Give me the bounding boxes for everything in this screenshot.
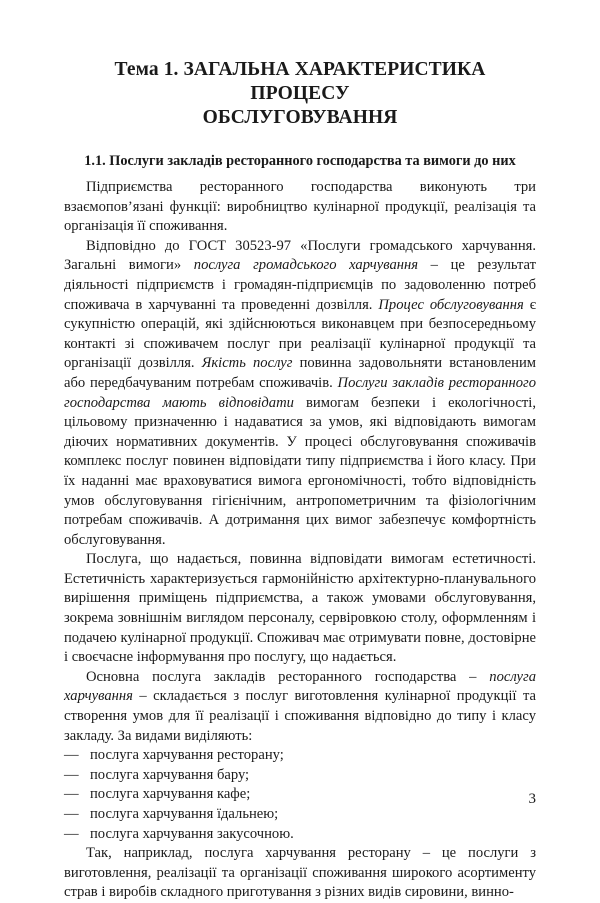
list-dash: — xyxy=(64,825,79,842)
paragraph-2 xyxy=(64,237,536,551)
paragraph-2-text-5: вимогам безпеки і екологічності, цільовому призначенню і надаватися за умов, які відповідають вимогам діючих нормативних документів. У процесі обслуговування споживачів комплекс послуг повинен відповідати типу підприємства і його класу. При їх наданні має враховуватися вимога ергономічності, тобто відповідність умов обслуговування гігієнічним, антропометричним та фізіологічним потребам споживачів. А дотримання цих вимог забезпечує комфортність обслуговування. xyxy=(64,394,536,548)
paragraph-4-text-1: Основна послуга закладів ресторанного господарства – xyxy=(86,668,490,685)
paragraph-1: Підприємства ресторанного господарства виконують три взаємопов’язані функції: виробництво кулінарної продукції, реалізація та організація її споживання. xyxy=(64,179,536,235)
term-public-catering-service: послуга громадського харчування xyxy=(193,257,419,274)
list-item xyxy=(64,825,536,845)
list-dash: — xyxy=(64,766,79,783)
list-item-text: послуга харчування закусочною. xyxy=(90,825,294,842)
chapter-title xyxy=(64,58,536,130)
body-text xyxy=(64,178,536,903)
service-types-list xyxy=(64,746,536,844)
paragraph-2-text-3: є сукупністю операцій, які здійснюються виконавцем при безпосередньому контакті зі споживачем послуг при реалізації кулінарної продукції та організації дозвілля. xyxy=(64,296,536,372)
paragraph-2-text-4: повинна задовольняти встановленим або передбачуваним потребам споживачів. xyxy=(64,355,536,391)
list-dash: — xyxy=(64,747,79,764)
term-service-process: Процес обслуговування xyxy=(378,296,524,313)
list-item xyxy=(64,766,536,786)
list-item-text: послуга харчування кафе; xyxy=(90,786,251,803)
list-item-text: послуга харчування їдальнею; xyxy=(90,806,279,822)
term-restaurant-services-requirements: Послуги закладів ресторанного господарства мають відповідати xyxy=(64,374,536,411)
term-catering-service: послуга харчування xyxy=(64,668,536,705)
term-service-quality: Якість послуг xyxy=(201,355,293,372)
list-dash: — xyxy=(64,786,79,803)
paragraph-2-text-1: Відповідно до ГОСТ 30523-97 «Послуги громадського харчування. Загальні вимоги» xyxy=(64,237,536,274)
section-heading: 1.1. Послуги закладів ресторанного господарства та вимоги до них xyxy=(84,153,516,169)
paragraph-4-text-2: – складається з послуг виготовлення кулінарної продукції та створення умов для її реалізації і споживання відповідно до типу і класу закладу. За видами виділяють: xyxy=(64,688,536,744)
page-number: 3 xyxy=(528,791,536,807)
list-item xyxy=(64,746,536,766)
list-dash: — xyxy=(64,806,79,822)
paragraph-3: Послуга, що надається, повинна відповідати вимогам естетичності. Естетичність характеризується гармонійністю архітектурно-планувального вирішення приміщень підприємства, а також умовами обслуговування, зокрема зовнішнім виглядом персоналу, сервіровкою столу, оформленням і подачею кулінарної продукції. Споживач має отримувати повне, достовірне і своєчасне інформування про послугу, що надається. xyxy=(64,551,536,666)
paragraph-2-text-2: – це результат діяльності підприємств і громадян-підприємців по задоволенню потреб споживача в харчуванні та проведенні дозвілля. xyxy=(64,257,536,313)
list-item-text: послуга харчування бару; xyxy=(90,766,250,783)
list-item xyxy=(64,785,536,805)
list-item xyxy=(64,805,536,825)
chapter-title-line-2: ОБСЛУГОВУВАННЯ xyxy=(202,107,398,128)
chapter-title-line-1: Тема 1. ЗАГАЛЬНА ХАРАКТЕРИСТИКА ПРОЦЕСУ xyxy=(114,59,486,104)
paragraph-4 xyxy=(64,668,536,746)
paragraph-5: Так, наприклад, послуга харчування ресторану – це послуги з виготовлення, реалізації та організації споживання широкого асортименту страв і виробів складного приготування з різних видів сировини, винно- xyxy=(64,845,536,901)
list-item-text: послуга харчування ресторану; xyxy=(90,747,284,764)
